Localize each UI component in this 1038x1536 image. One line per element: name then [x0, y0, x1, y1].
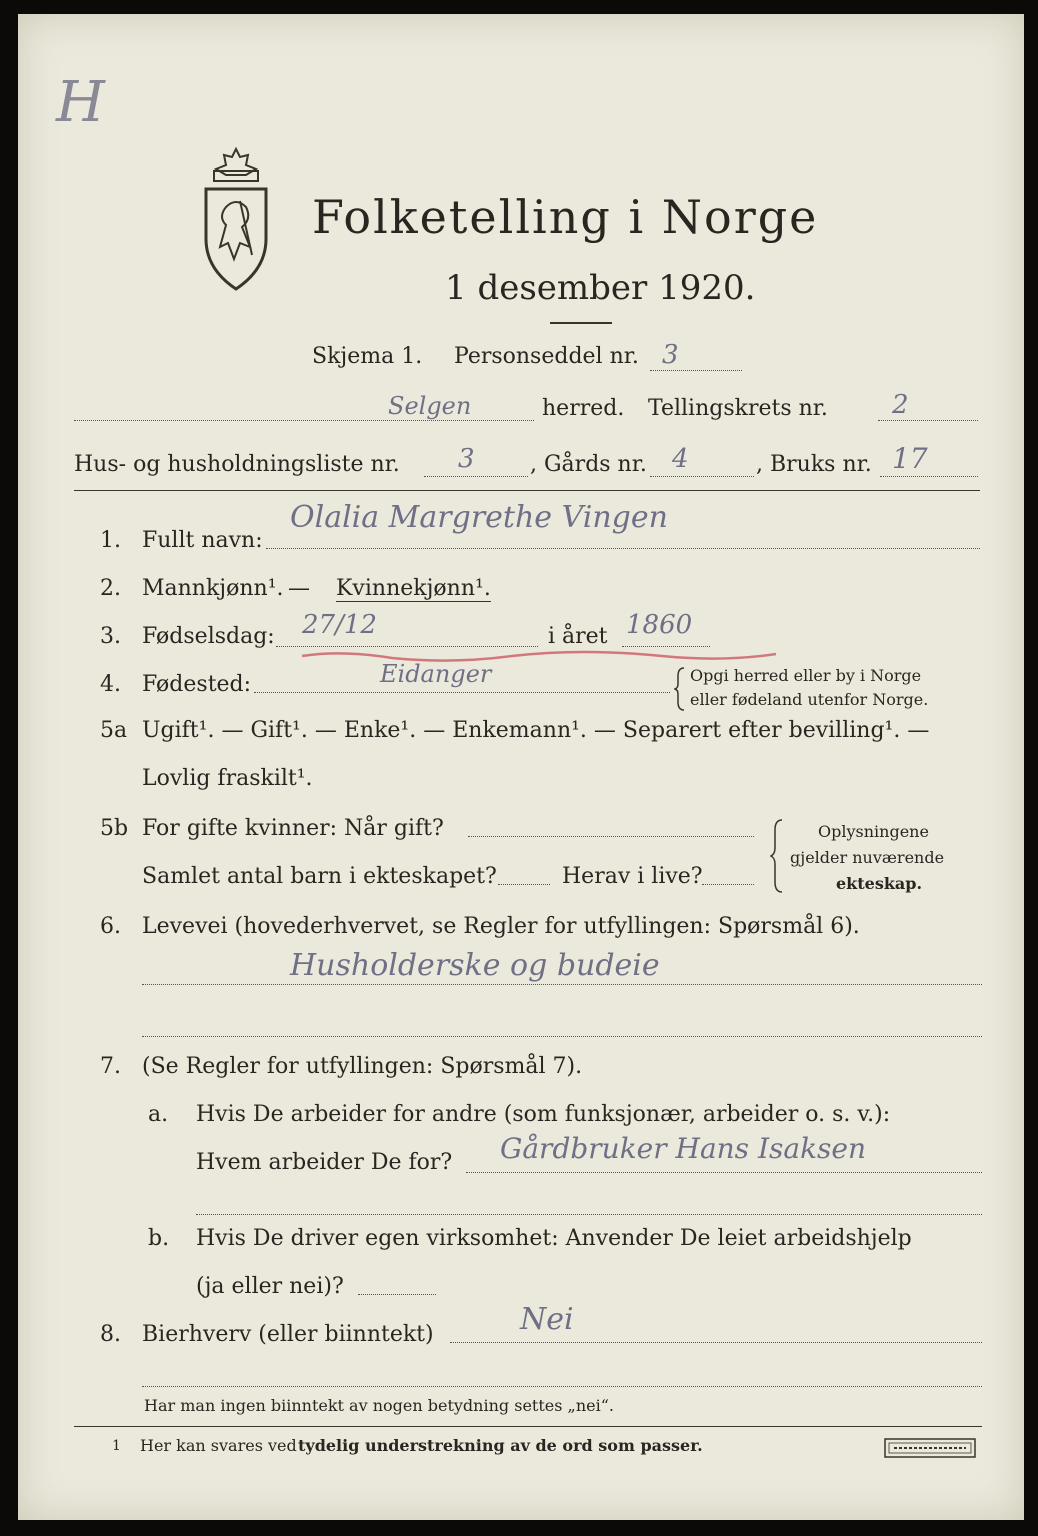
q4-number: 4.: [100, 672, 121, 697]
q3-label: Fødselsdag:: [142, 624, 275, 649]
birthdate-value: 27/12: [302, 610, 377, 640]
children-alive-field[interactable]: [702, 884, 754, 885]
tellingskrets-field[interactable]: [878, 420, 978, 421]
side-income-value: Nei: [520, 1302, 574, 1337]
personseddel-value: 3: [662, 340, 679, 370]
title-divider: [550, 322, 612, 324]
side-income-note: Har man ingen biinntekt av nogen betydning settes „nei“.: [144, 1396, 614, 1415]
herred-field[interactable]: [74, 420, 534, 421]
q7b-question: Hvis De driver egen virksomhet: Anvender De leiet arbeidshjelp: [196, 1226, 912, 1251]
birthplace-note-line1: Opgi herred eller by i Norge: [690, 666, 922, 685]
footnote-text-b: tydelig understrekning av de ord som passer.: [298, 1436, 703, 1455]
gender-separator: —: [288, 576, 310, 601]
gards-field[interactable]: [650, 476, 754, 477]
marriage-note-line3: ekteskap.: [836, 874, 923, 893]
gards-label: , Gårds nr.: [530, 452, 647, 477]
herred-label: herred.: [542, 396, 625, 421]
schema-label: Skjema 1.: [312, 344, 423, 369]
bruks-label: , Bruks nr.: [756, 452, 872, 477]
coat-of-arms-icon: [196, 145, 276, 295]
side-income-label: Bierhverv (eller biinntekt): [142, 1322, 434, 1347]
marriage-note-line2: gjelder nuværende: [790, 848, 945, 867]
household-list-value: 3: [458, 444, 475, 474]
bruks-field[interactable]: [880, 476, 978, 477]
marital-status-divorced[interactable]: Lovlig fraskilt¹.: [142, 766, 313, 791]
hired-help-field[interactable]: [358, 1294, 436, 1295]
q1-number: 1.: [100, 528, 121, 553]
footnote-mark: 1: [112, 1438, 121, 1454]
tellingskrets-value: 2: [892, 390, 909, 420]
form-title: Folketelling i Norge: [312, 190, 819, 244]
footnote-rule: [74, 1426, 982, 1427]
q6-number: 6.: [100, 914, 121, 939]
bruks-value: 17: [892, 442, 928, 475]
male-option[interactable]: Mannkjønn¹.: [142, 576, 284, 601]
brace-icon: [674, 666, 686, 712]
q7b-letter: b.: [148, 1226, 170, 1251]
married-when-field[interactable]: [468, 836, 754, 837]
year-label: i året: [548, 624, 608, 649]
female-option[interactable]: Kvinnekjønn¹.: [336, 576, 491, 601]
occupation-field-line2[interactable]: [142, 1036, 982, 1037]
full-name-field[interactable]: [266, 548, 980, 549]
q7-number: 7.: [100, 1054, 121, 1079]
census-date: 1 desember 1920.: [445, 268, 756, 308]
marital-status-options[interactable]: Ugift¹. — Gift¹. — Enke¹. — Enkemann¹. — Separert efter bevilling¹. —: [142, 718, 930, 743]
q4-label: Fødested:: [142, 672, 252, 697]
tellingskrets-label: Tellingskrets nr.: [648, 396, 828, 421]
q7-label: (Se Regler for utfyllingen: Spørsmål 7).: [142, 1054, 583, 1079]
household-list-field[interactable]: [424, 476, 528, 477]
q1-label: Fullt navn:: [142, 528, 263, 553]
personseddel-label: Personseddel nr.: [454, 344, 639, 369]
birth-year-value: 1860: [626, 610, 693, 640]
corner-pencil-mark: H: [56, 70, 105, 135]
brace-icon: [770, 818, 784, 894]
herred-value: Selgen: [388, 392, 472, 420]
birthplace-value: Eidanger: [380, 660, 492, 688]
children-count-label: Samlet antal barn i ekteskapet?: [142, 864, 497, 889]
married-when-label: For gifte kvinner: Når gift?: [142, 816, 444, 841]
printer-stamp-icon: [884, 1438, 976, 1458]
occupation-value: Husholderske og budeie: [290, 948, 660, 983]
birthplace-field[interactable]: [254, 692, 670, 693]
birthplace-note-line2: eller fødeland utenfor Norge.: [690, 690, 929, 709]
children-count-field[interactable]: [498, 884, 550, 885]
q2-number: 2.: [100, 576, 121, 601]
gards-value: 4: [672, 444, 689, 474]
full-name-value: Olalia Margrethe Vingen: [290, 500, 668, 535]
side-income-field-line2[interactable]: [142, 1386, 982, 1387]
occupation-field-line1[interactable]: [142, 984, 982, 985]
household-list-label: Hus- og husholdningsliste nr.: [74, 452, 400, 477]
personseddel-field[interactable]: [650, 370, 742, 371]
q5a-number: 5a: [100, 718, 128, 743]
q5b-number: 5b: [100, 816, 129, 841]
q7a-question: Hvis De arbeider for andre (som funksjonær, arbeider o. s. v.):: [196, 1102, 891, 1127]
red-pencil-underline: [300, 644, 780, 666]
employer-field-line2[interactable]: [196, 1214, 982, 1215]
q7a-letter: a.: [148, 1102, 169, 1127]
hired-help-label: (ja eller nei)?: [196, 1274, 344, 1299]
employer-field[interactable]: [466, 1172, 982, 1173]
employer-value: Gårdbruker Hans Isaksen: [500, 1132, 867, 1165]
marriage-note-line1: Oplysningene: [818, 822, 929, 841]
children-alive-label: Herav i live?: [562, 864, 703, 889]
q8-number: 8.: [100, 1322, 121, 1347]
side-income-field[interactable]: [450, 1342, 982, 1343]
header-rule: [74, 490, 980, 491]
employer-label: Hvem arbeider De for?: [196, 1150, 453, 1175]
q3-number: 3.: [100, 624, 121, 649]
footnote-text-a: Her kan svares ved: [140, 1436, 297, 1455]
occupation-label: Levevei (hovederhvervet, se Regler for utfyllingen: Spørsmål 6).: [142, 914, 860, 939]
